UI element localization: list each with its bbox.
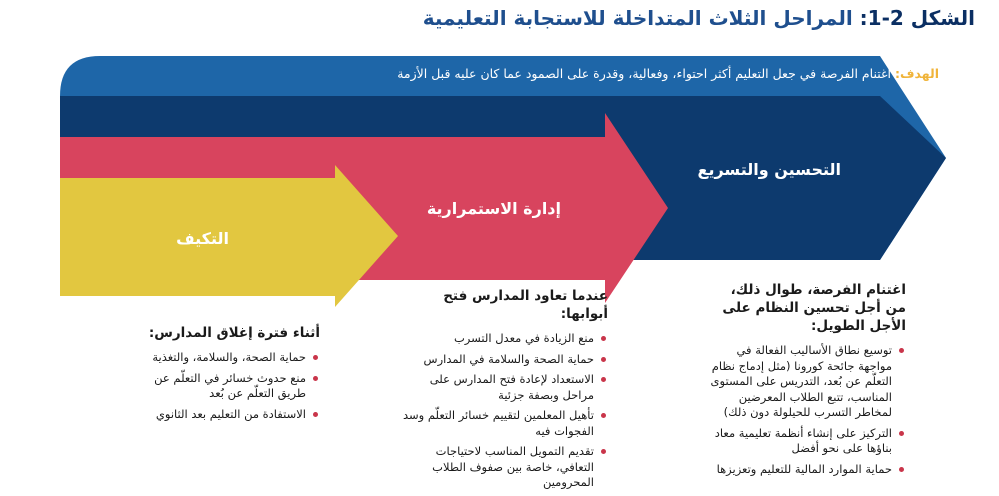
bullet-icon bbox=[601, 357, 606, 362]
list-item bbox=[706, 343, 892, 421]
list-item-text: حماية الموارد المالية للتعليم وتعزيزها bbox=[716, 461, 892, 476]
bullet-icon bbox=[899, 431, 904, 436]
list-item-text: حماية الصحة والسلامة في المدارس bbox=[423, 351, 594, 366]
stage-column-continuity bbox=[400, 287, 608, 496]
figure-title-text: المراحل الثلاث المتداخلة للاستجابة التعليمية bbox=[422, 6, 853, 30]
bullet-list bbox=[400, 331, 608, 491]
bullet-icon bbox=[899, 467, 904, 472]
column-heading: عندما تعاود المدارس فتح أبوابها: bbox=[443, 288, 608, 322]
list-item bbox=[400, 331, 594, 347]
bullet-list bbox=[140, 350, 320, 422]
stage-label-improve: التحسين والتسريع bbox=[697, 160, 841, 179]
list-item-text: تأهيل المعلمين لتقييم خسائر التعلّم وسد الفجوات فيه bbox=[402, 408, 594, 438]
goal-statement bbox=[59, 66, 939, 81]
arrow-adapt bbox=[60, 165, 398, 307]
list-item bbox=[706, 426, 892, 457]
figure-number: الشكل 2-1: bbox=[859, 6, 975, 30]
stage-column-improve bbox=[706, 281, 906, 482]
goal-label: الهدف: bbox=[895, 66, 939, 81]
list-item bbox=[400, 352, 594, 368]
list-item-text: حماية الصحة، والسلامة، والتغذية bbox=[152, 350, 306, 364]
bullet-list bbox=[706, 343, 906, 477]
list-item bbox=[140, 371, 306, 402]
list-item bbox=[140, 350, 306, 366]
bullet-icon bbox=[313, 412, 318, 417]
list-item bbox=[400, 408, 594, 439]
bullet-icon bbox=[601, 449, 606, 454]
list-item-text: تقديم التمويل المناسب لاحتياجات التعافي، خاصة بين صفوف الطلاب المحرومين bbox=[432, 444, 594, 489]
list-item bbox=[400, 444, 594, 491]
column-heading: أثناء فترة إغلاق المدارس: bbox=[148, 325, 320, 341]
list-item-text: الاستعداد لإعادة فتح المدارس على مراحل وبصفة جزئية bbox=[429, 372, 594, 402]
list-item bbox=[400, 372, 594, 403]
bullet-icon bbox=[601, 336, 606, 341]
bullet-icon bbox=[313, 355, 318, 360]
stage-column-adapt bbox=[140, 324, 320, 427]
bullet-icon bbox=[899, 348, 904, 353]
column-heading: اغتنام الفرصة، طوال ذلك، من أجل تحسين النظام على الأجل الطويل: bbox=[722, 282, 906, 334]
stage-label-continuity: إدارة الاستمرارية bbox=[426, 199, 561, 218]
list-item bbox=[706, 462, 892, 478]
list-item bbox=[140, 407, 306, 423]
list-item-text: الاستفادة من التعليم بعد الثانوي bbox=[155, 406, 306, 421]
stage-label-adapt: التكيف bbox=[176, 229, 229, 248]
goal-text: اغتنام الفرصة في جعل التعليم أكثر احتواء، وفعالية، وقدرة على الصمود عما كان عليه قبل الأزمة bbox=[397, 66, 892, 81]
bullet-icon bbox=[601, 413, 606, 418]
list-item-text: التركيز على إنشاء أنظمة تعليمية معاد بناؤها على نحو أفضل bbox=[714, 425, 892, 455]
list-item-text: منع حدوث خسائر في التعلّم عن طريق التعلّم عن بُعد bbox=[154, 370, 306, 400]
list-item-text: منع الزيادة في معدل التسرب bbox=[453, 331, 594, 345]
bullet-icon bbox=[313, 376, 318, 381]
bullet-icon bbox=[601, 377, 606, 382]
list-item-text: توسيع نطاق الأساليب الفعالة في مواجهة جائحة كورونا (مثل إدماج نظام التعلّم عن بُعد، التدريس على المستوى المناسب، تتبع الطلاب المعرضين لمخاطر التسرب للحيلولة دون ذلك) bbox=[710, 343, 892, 419]
